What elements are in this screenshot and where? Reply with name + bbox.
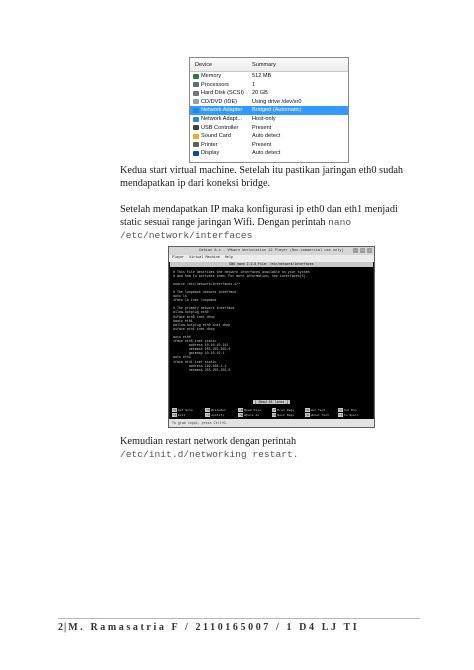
device-name: Hard Disk (SCSI) [201, 90, 244, 97]
network-adapter-icon [193, 117, 199, 122]
file-line: netmask 255.255.255.0 [173, 347, 231, 352]
printer-icon [193, 142, 199, 147]
processor-icon [193, 82, 199, 87]
nano-shortcut: ^Y Prev Page [272, 408, 295, 412]
hard-disk-icon [193, 91, 199, 96]
command-text: /etc/init.d/networking restart. [120, 449, 299, 461]
nano-shortcut-bar [172, 408, 371, 417]
nano-shortcut: ^W Where Is [238, 413, 260, 417]
device-row[interactable] [190, 98, 348, 107]
nano-shortcut: ^U UnCut Text [305, 413, 330, 417]
cd-dvd-icon [193, 99, 199, 104]
nano-message: [ Read 28 lines ] [254, 400, 289, 404]
file-line: auto lo [173, 294, 187, 299]
memory-icon [193, 74, 199, 79]
file-line: auto eth1 [173, 355, 191, 360]
device-row[interactable] [190, 72, 348, 81]
device-summary: Auto detect [252, 133, 281, 140]
footer-author: M. Ramasatria F / 2110165007 / 1 D4 LJ TI [68, 622, 360, 633]
command-text: /etc/network/interfaces [120, 230, 253, 242]
paragraph-line: Kemudian restart network dengan perintah [120, 436, 297, 447]
device-table-header [190, 58, 348, 72]
file-line: #auto eth1 [173, 318, 193, 323]
device-summary: Present [252, 141, 272, 148]
device-name: Network Adapt... [201, 116, 243, 122]
usb-icon [193, 125, 199, 130]
nano-shortcut: ^T To Spell [338, 413, 359, 417]
device-name: Printer [201, 141, 218, 148]
device-summary: Host-only [252, 116, 276, 122]
page-footer [58, 622, 359, 633]
device-name: Sound Card [201, 133, 231, 140]
nano-shortcut: ^K Cut Text [305, 408, 326, 412]
file-line: gateway 10.10.10.1 [173, 351, 225, 356]
device-row[interactable] [190, 132, 348, 141]
nano-shortcut: ^J Justify [205, 413, 225, 417]
nano-header: GNU nano 2.2.6 File: /etc/network/interfaces [170, 262, 373, 267]
terminal-screen[interactable] [170, 262, 373, 419]
nano-shortcut: ^X Exit [172, 413, 186, 417]
minimize-icon[interactable]: – [354, 249, 357, 252]
file-line: address 10.10.10.211 [173, 343, 229, 348]
device-summary-panel [189, 57, 349, 163]
display-icon [193, 151, 199, 156]
device-summary: Auto detect [252, 150, 281, 157]
device-row[interactable] [190, 115, 348, 124]
device-row[interactable] [190, 140, 348, 149]
file-line: #allow-hotplug eth0 inet dhcp [173, 322, 231, 327]
paragraph-line: Kedua start virtual machine. Setelah itu pastikan jaringan eth0 sudah [120, 165, 404, 176]
nano-shortcut: ^G Get Help [172, 408, 193, 412]
nano-shortcut: ^C Cur Pos [338, 408, 357, 412]
file-line: netmask 255.255.255.0 [173, 367, 231, 372]
file-line: source /etc/network/interfaces.d/* [173, 281, 241, 286]
menu-player[interactable]: Player [172, 256, 185, 260]
file-line: #iface eth0 inet dhcp [173, 314, 215, 319]
menu-help[interactable]: Help [224, 256, 233, 260]
nano-shortcut: ^V Next Page [272, 413, 295, 417]
device-summary: 512 MB [252, 73, 272, 80]
paragraph-configure-ip [120, 203, 420, 243]
device-name: Processors [201, 81, 229, 88]
device-summary: Present [252, 124, 272, 131]
paragraph-start-vm [120, 164, 420, 190]
device-row[interactable] [190, 149, 348, 158]
paragraph-restart-network [120, 435, 420, 461]
device-row[interactable] [190, 123, 348, 132]
paragraph-line: static sesuai range jaringan Wifi. Dengan perintah nano [120, 217, 352, 229]
device-name: USB Controller [201, 124, 239, 131]
device-summary: Using drive /dev/sr0 [252, 98, 302, 105]
file-contents [170, 267, 373, 372]
device-summary: Bridged (Automatic) [252, 107, 302, 114]
menu-bar [169, 255, 374, 262]
summary-column-header: Summary [252, 61, 276, 68]
device-name: Memory [201, 73, 222, 80]
file-line: allow-hotplug eth0 [173, 310, 209, 315]
file-line: # and how to activate them. For more information, see interfaces(5). [173, 273, 308, 278]
paragraph-line: mendapatkan ip dari koneksi bridge. [120, 178, 271, 190]
file-line: iface eth0 inet static [173, 339, 217, 344]
network-adapter-icon [193, 108, 199, 113]
file-line: # The primary network interface [173, 306, 235, 311]
device-rows [190, 72, 348, 157]
maximize-icon[interactable]: □ [361, 249, 364, 252]
vmware-terminal-window [168, 246, 375, 428]
file-line: address 192.168.1.1 [173, 363, 227, 368]
footer-separator: | [64, 622, 67, 633]
window-title-bar [169, 247, 374, 255]
device-name: Display [201, 150, 220, 157]
nano-shortcut: ^O WriteOut [205, 408, 226, 412]
vm-status-bar: To grab input, press Ctrl+G. [169, 419, 374, 427]
file-line: iface lo inet loopback [173, 298, 217, 303]
device-row[interactable] [190, 89, 348, 98]
device-summary: 1 [252, 81, 256, 88]
file-line: # The loopback network interface [173, 289, 237, 294]
device-row[interactable] [190, 106, 348, 115]
page-number: 2 [58, 622, 63, 633]
device-name: CD/DVD (IDE) [201, 98, 238, 105]
device-row[interactable] [190, 81, 348, 90]
menu-virtual-machine[interactable]: Virtual Machine [189, 256, 220, 260]
device-name: Network Adapter [201, 107, 243, 114]
command-text: nano [328, 217, 352, 229]
file-line: #iface eth1 inet dhcp [173, 326, 215, 331]
device-column-header: Device [195, 61, 213, 68]
nano-shortcut: ^R Read File [238, 408, 261, 412]
paragraph-line: Setelah mendapatkan IP maka konfigurasi ip eth0 dan eth1 menjadi [120, 204, 398, 215]
footer-divider [58, 618, 420, 619]
file-line: iface eth1 inet static [173, 359, 217, 364]
sound-card-icon [193, 134, 199, 139]
device-summary: 20 GB [252, 90, 268, 97]
window-title: Debian 8.x - VMware Workstation 12 Player (Non-commercial use only) [199, 249, 344, 253]
file-line: # This file describes the network interfaces available on your system [173, 269, 310, 274]
file-line: auto eth0 [173, 335, 191, 339]
close-icon[interactable]: × [368, 249, 371, 252]
